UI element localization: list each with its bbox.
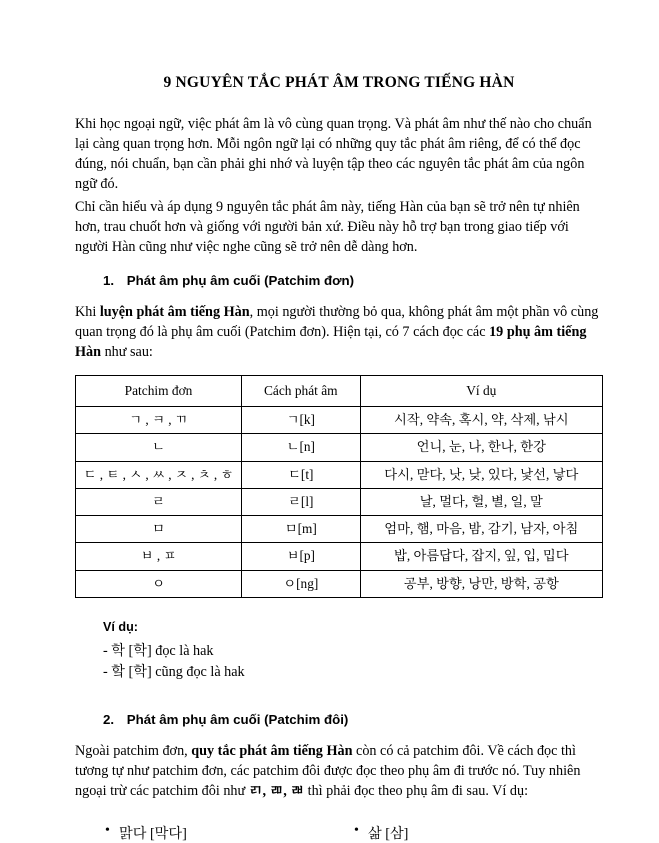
list-item (354, 823, 603, 843)
bullet-icon: • (105, 823, 110, 839)
table-row (76, 516, 603, 543)
table-header-cell: Patchim đơn (76, 375, 242, 406)
table-cell-patchim: ㅂ , ㅍ (76, 543, 242, 570)
table-cell-example: 밥, 아름답다, 잡지, 잎, 입, 밉다 (360, 543, 602, 570)
intro-paragraph-2: Chỉ cần hiểu và áp dụng 9 nguyên tắc phát âm này, tiếng Hàn của bạn sẽ trở nên tự nhiên hơn, trau chuốt hơn và giống với người bản xứ. Điều này hỗ trợ bạn trong giao tiếp với người Hàn cũng như việc nghe cũng sẽ trở nên dễ dàng hơn. (75, 198, 580, 255)
table-header-cell: Ví dụ (360, 375, 602, 406)
section-2-heading-text: Phát âm phụ âm cuối (Patchim đôi) (126, 711, 349, 727)
table-cell-pronunciation: ㅁ[m] (242, 516, 361, 543)
table-cell-pronunciation: ㄷ[t] (242, 461, 361, 488)
section-1-paragraph-part-3: như sau: (101, 344, 153, 361)
intro-paragraph-1: Khi học ngoại ngữ, việc phát âm là vô cùng quan trọng. Và phát âm như thế nào cho chuẩn lại càng quan trọng hơn. Mỗi ngôn ngữ lại có những quy tắc phát âm riêng, để có thể đọc đúng, nói chuẩn, bạn cần phải ghi nhớ và luyện tập theo các nguyên tắc phát âm của ngôn ngữ đó. (75, 116, 592, 193)
table-row (76, 570, 603, 597)
table-cell-pronunciation: ㄴ[n] (242, 434, 361, 461)
table-cell-pronunciation: ㅇ[ng] (242, 570, 361, 597)
section-2-paragraph-part-3: thì phải đọc theo phụ âm đi sau. Ví dụ: (304, 782, 529, 799)
table-header-row (76, 375, 603, 406)
section-2-number: 2. (103, 711, 115, 727)
example-line: - 학 [학] đọc là hak (103, 642, 214, 659)
section-2-paragraph-part-1: Ngoài patchim đơn, (75, 742, 192, 759)
section-1-bold-2: 19 phụ âm tiếng Hàn (75, 324, 587, 361)
table-cell-patchim: ㄹ (76, 488, 242, 515)
examples-block (103, 620, 603, 684)
section-2-heading (103, 712, 603, 727)
table-cell-example: 시작, 약속, 혹시, 약, 삭제, 낚시 (360, 406, 602, 433)
table-cell-patchim: ㄷ , ㅌ , ㅅ , ㅆ , ㅈ , ㅊ , ㅎ (76, 461, 242, 488)
table-cell-patchim: ㅁ (76, 516, 242, 543)
table-cell-example: 엄마, 햄, 마음, 밤, 감기, 남자, 아침 (360, 516, 602, 543)
list-item-label: 삶 [삼] (368, 826, 409, 843)
section-1-paragraph-part-2: , mọi người thường bỏ qua, không phát âm một phần vô cùng quan trọng đó là phụ âm cuối (Patchim đơn). Hiện tại, có 7 cách đọc các (75, 304, 599, 341)
list-item (105, 823, 354, 843)
page-title: 9 NGUYÊN TẮC PHÁT ÂM TRONG TIẾNG HÀN (163, 74, 515, 91)
patchim-table (75, 375, 603, 598)
table-cell-pronunciation: ㄱ[k] (242, 406, 361, 433)
section-1-paragraph-part-1: Khi (75, 304, 100, 321)
table-cell-example: 날, 멀다, 헐, 별, 일, 말 (360, 488, 602, 515)
table-cell-patchim: ㄴ (76, 434, 242, 461)
table-cell-pronunciation: ㄹ[l] (242, 488, 361, 515)
table-cell-patchim: ㅇ (76, 570, 242, 597)
table-cell-example: 다시, 맏다, 낫, 낮, 있다, 낯선, 낳다 (360, 461, 602, 488)
section-2-paragraph-part-2: còn có cả patchim đôi. Về cách đọc thì tương tự như patchim đơn, các patchim đôi được đọc theo phụ âm đi trước nó. Tuy nhiên ngoại trừ các patchim đôi như (75, 742, 581, 799)
section-1-heading-text: Phát âm phụ âm cuối (Patchim đơn) (126, 273, 355, 289)
section-1-bold-1: luyện phát âm tiếng Hàn (99, 304, 250, 321)
examples-label: Ví dụ: (103, 619, 138, 634)
table-row (76, 461, 603, 488)
table-header-cell: Cách phát âm (242, 375, 361, 406)
table-cell-pronunciation: ㅂ[p] (242, 543, 361, 570)
section-1-heading (103, 273, 603, 288)
table-row (76, 406, 603, 433)
table-cell-patchim: ㄱ , ㅋ , ㄲ (76, 406, 242, 433)
table-cell-example: 공부, 방향, 낭만, 방학, 공항 (360, 570, 602, 597)
table-row (76, 543, 603, 570)
example-line: - 핰 [학] cũng đọc là hak (103, 664, 245, 681)
table-row (76, 488, 603, 515)
table-row (76, 434, 603, 461)
section-2-bold-2: ㄺ, ㄻ, ㄼ (248, 782, 305, 799)
section-2-bold-1: quy tắc phát âm tiếng Hàn (191, 742, 353, 759)
bullet-icon: • (354, 823, 359, 839)
table-cell-example: 언니, 눈, 나, 한나, 한강 (360, 434, 602, 461)
list-item-label: 맑다 [막다] (119, 826, 187, 843)
section-2-paragraph (75, 741, 603, 801)
section-1-paragraph (75, 302, 603, 362)
section-1-number: 1. (103, 273, 115, 289)
section-2-bullet-list (75, 823, 603, 843)
